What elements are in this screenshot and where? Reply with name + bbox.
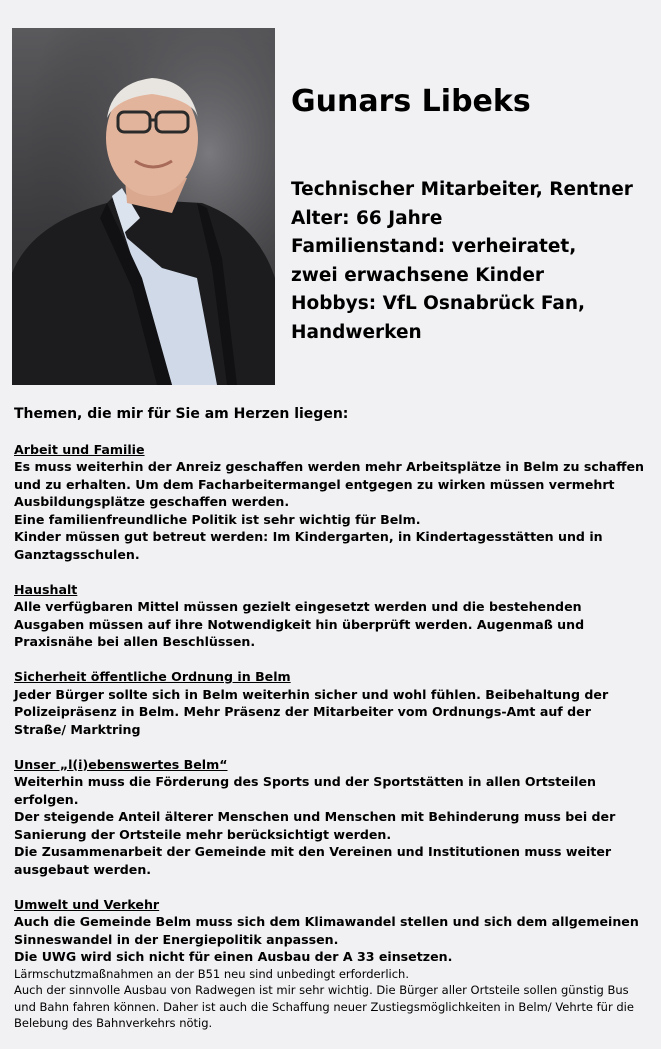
fact-age: Alter: 66 Jahre: [291, 207, 443, 229]
section-paragraph: Eine familienfreundliche Politik ist sehr wichtig für Belm.: [14, 511, 421, 527]
topics-content: [14, 406, 644, 1049]
topic-section-haushalt: [14, 581, 644, 651]
fact-hobbies: Hobbys: VfL Osnabrück Fan,: [291, 293, 586, 314]
topic-section-sicherheit: [14, 668, 644, 738]
topics-intro: Themen, die mir für Sie am Herzen liegen:: [14, 406, 349, 422]
section-title: Haushalt: [14, 581, 78, 597]
candidate-facts: [291, 176, 651, 347]
section-paragraph: Alle verfügbaren Mittel müssen gezielt eingesetzt werden und die bestehenden Ausgaben müssen auf ihre Notwendigkeit hin überprüft werden. Augenmaß und Praxisnähe bei allen Beschlüssen.: [14, 599, 585, 649]
portrait-illustration: [12, 28, 275, 385]
section-title: Umwelt und Verkehr: [14, 896, 160, 912]
section-title: Sicherheit öffentliche Ordnung in Belm: [14, 669, 291, 684]
section-title: Arbeit und Familie: [14, 441, 145, 457]
section-paragraph: Kinder müssen gut betreut werden: Im Kindergarten, in Kindertagesstätten und in Ganztagsschulen.: [14, 529, 603, 562]
section-title: Unser „l(i)ebenswertes Belm“: [14, 756, 228, 772]
portrait-photo: [12, 28, 275, 385]
section-paragraph: Jeder Bürger sollte sich in Belm weiterhin sicher und wohl fühlen. Beibehaltung der Polizeipräsenz in Belm. Mehr Präsenz der Mitarbeiter vom Ordnungs-Amt auf der Straße/ Marktring: [14, 686, 609, 737]
topic-section-umwelt-verkehr: [14, 896, 644, 1032]
section-paragraph: Der steigende Anteil älterer Menschen und Menschen mit Behinderung muss bei der Sanierung der Ortsteile mehr berücksichtigt werden.: [14, 809, 616, 842]
fact-children: zwei erwachsene Kinder: [291, 264, 545, 286]
fact-hobbies-continued: Handwerken: [291, 321, 422, 343]
topic-section-arbeit-familie: [14, 441, 644, 564]
section-paragraph: Weiterhin muss die Förderung des Sports und der Sportstätten in allen Ortsteilen erfolgen.: [14, 774, 596, 807]
section-paragraph: Die Zusammenarbeit der Gemeinde mit den Vereinen und Institutionen muss weiter ausgebaut werden.: [14, 844, 612, 877]
fact-marital-status: Familienstand: verheiratet,: [291, 236, 577, 257]
candidate-name: Gunars Libeks: [291, 84, 531, 119]
section-paragraph-small: Lärmschutzmaßnahmen an der B51 neu sind unbedingt erforderlich.: [14, 966, 409, 981]
section-paragraph: Es muss weiterhin der Anreiz geschaffen werden mehr Arbeitsplätze in Belm zu schaffen und zu erhalten. Um dem Facharbeitermangel entgegen zu wirken müssen vermehrt Ausbildungsplätze geschaffen werden.: [14, 459, 644, 509]
fact-occupation: Technischer Mitarbeiter, Rentner: [291, 179, 633, 200]
section-paragraph: Auch die Gemeinde Belm muss sich dem Klimawandel stellen und sich dem allgemeinen Sinneswandel in der Energiepolitik anpassen.: [14, 914, 639, 947]
section-paragraph-small: Auch der sinnvolle Ausbau von Radwegen ist mir sehr wichtig. Die Bürger aller Ortsteile sollen günstig Bus und Bahn fahren können. Daher ist auch die Schaffung neuer Zustiegsmöglichkeiten in Belm/ Vehrte für die Belebung des Bahnverkehrs nötig.: [14, 983, 634, 1030]
section-paragraph: Die UWG wird sich nicht für einen Ausbau der A 33 einsetzen.: [14, 949, 453, 964]
topic-section-lebenswertes-belm: [14, 756, 644, 879]
